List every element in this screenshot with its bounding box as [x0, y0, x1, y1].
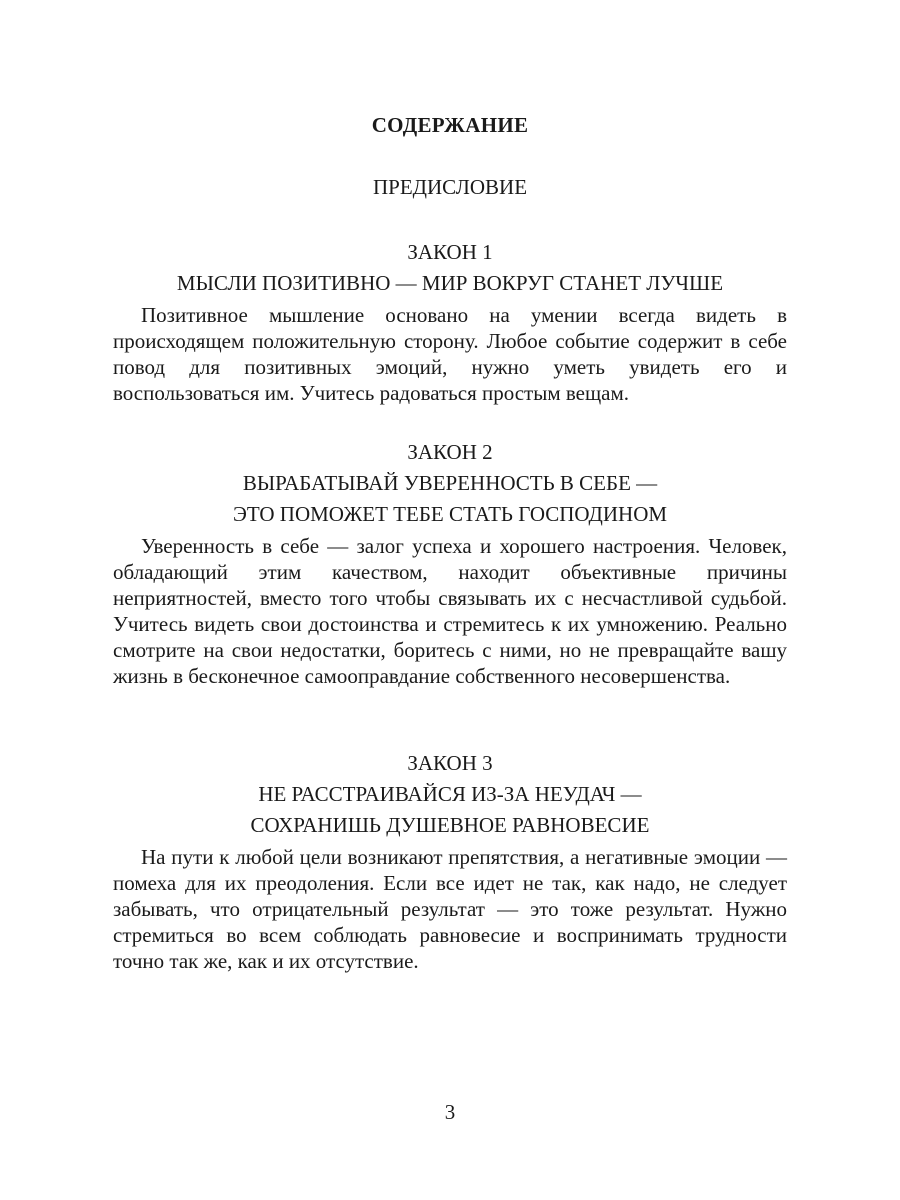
law-heading-line: НЕ РАССТРАИВАЙСЯ ИЗ-ЗА НЕУДАЧ —: [258, 782, 642, 806]
page-title: СОДЕРЖАНИЕ: [371, 113, 529, 137]
law-text: Позитивное мышление основано на умении всегда видеть в происходящем положительную сторону. Любое событие содержит в себе повод для позитивных эмоций, нужно уметь увидеть его и воспользоваться им. Учитесь радоваться простым вещам.: [113, 303, 787, 405]
law-heading-line: ВЫРАБАТЫВАЙ УВЕРЕННОСТЬ В СЕБЕ —: [242, 471, 658, 495]
law-number: ЗАКОН 1: [407, 240, 493, 264]
law-section-2: [113, 437, 787, 689]
law-heading-line: СОХРАНИШЬ ДУШЕВНОЕ РАВНОВЕСИЕ: [250, 813, 650, 837]
law-heading-line: ЭТО ПОМОЖЕТ ТЕБЕ СТАТЬ ГОСПОДИНОМ: [232, 502, 668, 526]
law-section-1: [113, 237, 787, 406]
law-text: Уверенность в себе — залог успеха и хорошего настроения. Человек, обладающий этим качеством, находит объективные причины неприятностей, вместо того чтобы связывать их с несчастливой судьбой. Учитесь видеть свои достоинства и стремитесь к их умножению. Реально смотрите на свои недостатки, боритесь с ними, но не превращайте вашу жизнь в бесконечное самооправдание собственного несовершенства.: [113, 534, 787, 688]
law-text: На пути к любой цели возникают препятствия, а негативные эмоции — помеха для их преодоления. Если все идет не так, как надо, не следует забывать, что отрицательный результат — это тоже результат. Нужно стремиться во всем соблюдать равновесие и воспринимать трудности точно так же, как и их отсутствие.: [113, 845, 787, 973]
law-heading-line: МЫСЛИ ПОЗИТИВНО — МИР ВОКРУГ СТАНЕТ ЛУЧШЕ: [176, 271, 724, 295]
law-number: ЗАКОН 2: [407, 440, 493, 464]
law-number: ЗАКОН 3: [407, 751, 493, 775]
page-number: 3: [444, 1100, 456, 1124]
preface-heading: ПРЕДИСЛОВИЕ: [372, 175, 528, 199]
law-section-3: [113, 748, 787, 974]
